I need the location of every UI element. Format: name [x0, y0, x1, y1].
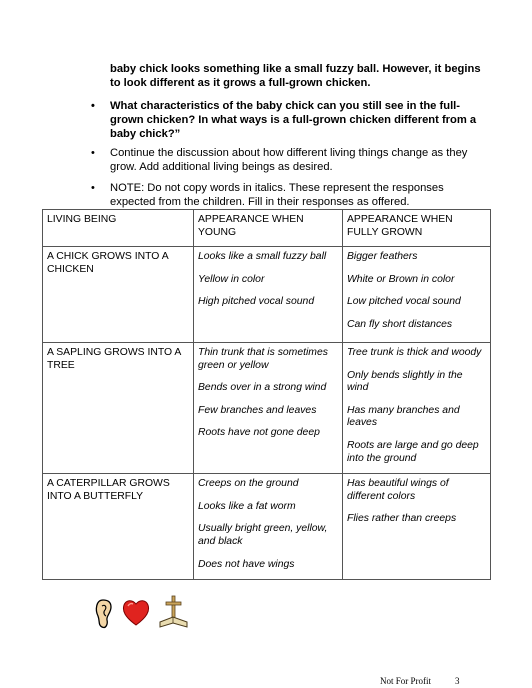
grown-cell [343, 247, 491, 343]
bullet-question [91, 99, 490, 141]
response-text: High pitched vocal sound [198, 296, 315, 308]
response-text: Yellow in color [198, 273, 265, 285]
bullet-note [91, 181, 490, 209]
table-row [43, 343, 491, 474]
response-text: Has many branches and leaves [347, 404, 460, 429]
response-text: Can fly short distances [347, 318, 453, 330]
page-number: 3 [455, 676, 460, 686]
response-text: Roots have not gone deep [198, 427, 320, 439]
table-header-row [43, 210, 491, 247]
cross-bible-icon [160, 596, 187, 627]
young-cell [194, 343, 343, 474]
living-being-cell: A SAPLING GROWS INTO A TREE [43, 343, 194, 474]
icon-strip [94, 592, 194, 632]
bullet-text: What characteristics of the baby chick can you still see in the full-grown chicken? In what ways is a full-grown chicken different from a baby chick?” [110, 100, 477, 140]
young-cell [194, 247, 343, 343]
response-text: Only bends slightly in the wind [347, 369, 463, 394]
young-cell [194, 474, 343, 580]
table-row [43, 247, 491, 343]
header-grown: APPEARANCE WHEN FULLY GROWN [343, 210, 491, 247]
response-text: Low pitched vocal sound [347, 296, 461, 308]
response-text: Roots are large and go deep into the ground [347, 439, 479, 464]
bullet-icon: • [91, 147, 95, 159]
grown-cell [343, 474, 491, 580]
heart-icon [123, 601, 148, 625]
header-young: APPEARANCE WHEN YOUNG [194, 210, 343, 247]
intro-paragraph: baby chick looks something like a small fuzzy ball. However, it begins to look different as it grows a full-grown chicken. [110, 63, 481, 89]
header-living-being: LIVING BEING [43, 210, 194, 247]
response-text: Does not have wings [198, 558, 295, 570]
grown-cell [343, 343, 491, 474]
response-text: Looks like a small fuzzy ball [198, 251, 327, 262]
response-text: Looks like a fat worm [198, 500, 296, 512]
bullet-continue [91, 146, 490, 174]
living-being-cell: A CATERPILLAR GROWS INTO A BUTTERFLY [43, 474, 194, 580]
footer-text: Not For Profit [380, 676, 432, 686]
response-text: Creeps on the ground [198, 478, 299, 490]
response-text: Bends over in a strong wind [198, 382, 327, 394]
response-text: Few branches and leaves [198, 404, 317, 416]
table-row [43, 474, 491, 580]
response-text: Bigger feathers [347, 251, 418, 262]
response-text: Has beautiful wings of different colors [347, 478, 449, 502]
page-footer [380, 676, 460, 686]
response-text: White or Brown in color [347, 273, 455, 285]
ear-icon [96, 600, 111, 627]
response-text: Flies rather than creeps [347, 513, 457, 525]
bullet-text: Continue the discussion about how different living things change as they grow. Add additional living beings as desired. [110, 147, 468, 173]
response-text: Tree trunk is thick and woody [347, 347, 482, 358]
living-being-cell: A CHICK GROWS INTO A CHICKEN [43, 247, 194, 343]
response-text: Usually bright green, yellow, and black [198, 523, 328, 547]
response-text: Thin trunk that is sometimes green or yellow [198, 347, 328, 371]
bullet-icon: • [91, 182, 95, 194]
bullet-text: NOTE: Do not copy words in italics. These represent the responses expected from the children. Fill in their responses as offered. [110, 182, 444, 208]
growth-table [42, 209, 491, 580]
bullet-icon: • [91, 100, 95, 112]
